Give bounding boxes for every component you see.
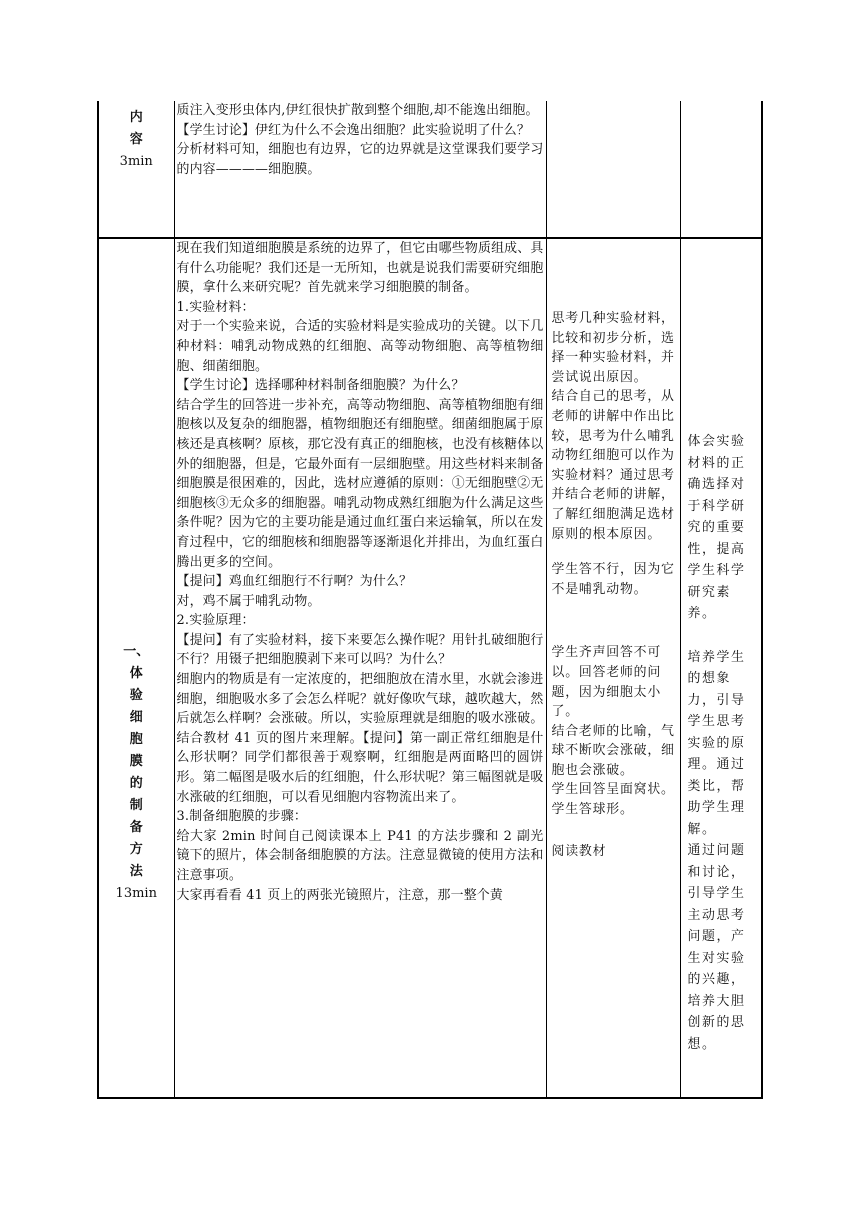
student-activity-text: 结合自己的思考，从老师的讲解中作出比较，思考为什么哺乳动物红细胞可以作为实验材料？通过思考并结合老师的讲解，了解红细胞满足选材原则的根本原因。 [551, 389, 675, 542]
content-paragraph: 【提问】有了实验材料，接下来要怎么操作呢？用针扎破细胞行不行？用镊子把细胞膜剥下来可以吗？为什么？ [176, 632, 544, 668]
content-paragraph: 3.制备细胞膜的步骤： [176, 809, 308, 825]
content-paragraph: 细胞内的物质是有一定浓度的，把细胞放在清水里，水就会渗进细胞，细胞吸水多了会怎么样呢？就好像吹气球，越吹越大，然后就怎么样啊？会涨破。所以，实验原理就是细胞的吸水涨破。结合教材 41 页的图片来理解。【提问】第一副正常红细胞是什么形状啊？同学们都很善于观察啊，红细胞是两面略凹的圆饼形。第二幅图是吸水后的红细胞，什么形状呢？第三幅图就是吸水涨破的红细胞，可以看见细胞内容物流出来了。 [176, 672, 544, 805]
student-activity-text: 学生回答呈面窝状。 [551, 782, 675, 798]
student-activity-text: 学生齐声回答不可以。回答老师的问题，因为细胞太小了。 [551, 645, 662, 720]
teaching-content-cell [174, 238, 546, 1098]
stage-label: 容 [129, 132, 143, 147]
student-activity-text: 思考几种实验材料，比较和初步分析，选择一种实验材料，并尝试说出原因。 [551, 311, 675, 385]
content-paragraph: 结合学生的回答进一步补充，高等动物细胞、高等植物细胞有细胞核以及复杂的细胞器，植物细胞还有细胞壁。细菌细胞属于原核还是真核啊？原核，那它没有真正的细胞核，也没有核糖体以外的细胞器，但是，它最外面有一层细胞壁。用这些材料来制备细胞膜是很困难的，因此，选材应遵循的原则：①无细胞壁②无细胞核③无众多的细胞器。哺乳动物成熟红细胞为什么满足这些条件呢？因为它的主要功能是通过血红蛋白来运输氧，所以在发育过程中，它的细胞核和细胞器等逐渐退化并排出，为血红蛋白腾出更多的空间。 [176, 397, 544, 570]
stage-time: 13min [115, 886, 157, 901]
stage-label: 制 [129, 798, 143, 813]
stage-label: 内 [129, 110, 143, 125]
content-paragraph: 给大家 2min 时间自己阅读课本上 P41 的方法步骤和 2 副光镜下的照片，体会制备细胞膜的方法。注意显微镜的使用方法和注意事项。 [176, 828, 544, 883]
teaching-content-cell [174, 101, 546, 238]
content-paragraph: 大家再看看 41 页上的两张光镜照片，注意，那一整个黄 [176, 887, 503, 903]
table-row [98, 101, 762, 238]
stage-label: 法 [129, 864, 143, 879]
stage-label: 细 [129, 710, 143, 725]
content-paragraph: 分析材料可知，细胞也有边界，它的边界就是这堂课我们要学习的内容————细胞膜。 [176, 142, 544, 177]
content-paragraph: 1.实验材料： [176, 299, 255, 315]
content-paragraph: 【学生讨论】选择哪种材料制备细胞膜？为什么？ [176, 378, 465, 394]
student-activity-text: 学生答球形。 [551, 802, 634, 818]
design-intent-cell [680, 238, 762, 1098]
student-activity-text: 阅读教材 [551, 843, 607, 859]
stage-label: 方 [129, 842, 143, 857]
lesson-plan-table [97, 101, 763, 1099]
design-intent-cell [680, 101, 762, 238]
stage-label: 膜 [129, 754, 143, 769]
student-activity-cell [546, 101, 680, 238]
student-activity-text: 结合老师的比喻，气球不断吹会涨破，细胞也会涨破。 [551, 723, 675, 778]
stage-cell [98, 238, 174, 1098]
stage-label: 体 [129, 666, 143, 681]
content-paragraph: 对于一个实验来说，合适的实验材料是实验成功的关键。以下几种材料：哺乳动物成熟的红细胞、高等动物细胞、高等植物细胞、细菌细胞。 [176, 319, 544, 374]
content-paragraph: 【学生讨论】伊红为什么不会逸出细胞？此实验说明了什么？ [176, 122, 530, 138]
stage-time: 3min [119, 154, 153, 169]
stage-label: 一、 [123, 644, 150, 659]
content-paragraph: 现在我们知道细胞膜是系统的边界了，但它由哪些物质组成、具有什么功能呢？我们还是一无所知，也就是说我们需要研究细胞膜，拿什么来研究呢？首先就来学习细胞膜的制备。 [176, 241, 544, 296]
design-intent-text: 培养学生的想象力，引导学生思考实验的原理。通过类比，帮助学生理解。 [687, 649, 746, 837]
stage-label: 胞 [129, 732, 143, 747]
design-intent-text: 体会实验材料的正确选择对于科学研究的重要性，提高学生科学研究素养。 [687, 434, 746, 621]
content-paragraph: 对，鸡不属于哺乳动物。 [176, 593, 321, 609]
stage-label: 验 [129, 688, 143, 703]
student-activity-text: 学生答不行，因为它不是哺乳动物。 [551, 562, 675, 597]
stage-label: 备 [129, 820, 143, 835]
student-activity-cell [546, 238, 680, 1098]
content-paragraph: 2.实验原理： [176, 613, 255, 629]
design-intent-text: 通过问题和讨论，引导学生主动思考问题，产生对实验的兴趣，培养大胆创新的思想。 [687, 843, 746, 1052]
content-paragraph: 【提问】鸡血红细胞行不行啊？为什么？ [176, 574, 413, 590]
stage-label: 的 [129, 776, 143, 791]
content-paragraph: 质注入变形虫体内,伊红很快扩散到整个细胞,却不能逸出细胞。 [176, 103, 539, 118]
stage-cell [98, 101, 174, 238]
table-row [98, 238, 762, 1098]
